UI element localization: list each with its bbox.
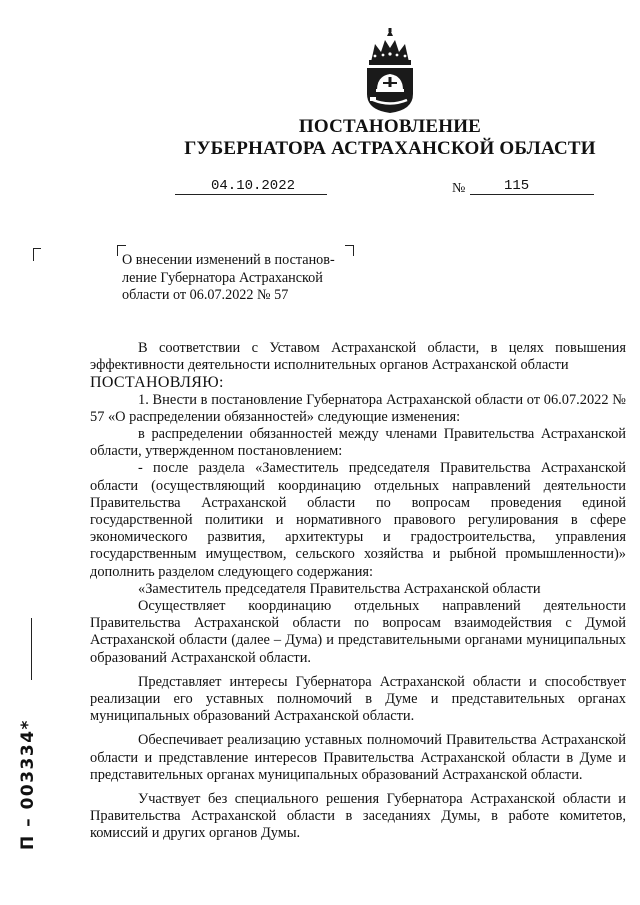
body-paragraph: - после раздела «Заместитель председателя Правительства Астраханской области (осуществляющий координацию отдельных направлений деятельности Правительства Астраханской области по вопросам проведения единой государственной политики и нормативного правового регулирования в сфере экономического развития, архитектуры и градостроительства, управления государственным имуществом, сельского хозяйства и рыбной промышленности)» дополнить разделом следующего содержания:: [90, 460, 626, 580]
subject-line: ление Губернатора Астраханской: [122, 269, 323, 286]
body-paragraph: Обеспечивает реализацию уставных полномочий Правительства Астраханской области и представление интересов Правительства Астраханской области в Думе и представительных органах муниципальных образований Астраханской области.: [90, 732, 626, 783]
document-body: [90, 340, 626, 843]
document-date: 04.10.2022: [175, 178, 327, 195]
body-paragraph: Осуществляет координацию отдельных направлений деятельности Правительства Астраханской области по вопросам взаимодействия с Думой Астраханской области (далее – Дума) и представительными органами муниципальных образований Астраханской области.: [90, 598, 626, 666]
subject-block: [122, 252, 358, 305]
subject-line: области от 06.07.2022 № 57: [122, 287, 289, 303]
preamble-paragraph: В соответствии с Уставом Астраханской области, в целях повышения эффективности деятельности исполнительных органов Астраханской области: [90, 340, 626, 374]
form-serial-number: П – 003334*: [18, 719, 38, 850]
number-sign: №: [452, 181, 466, 196]
issuer-title: ГУБЕРНАТОРА АСТРАХАНСКОЙ ОБЛАСТИ: [184, 138, 596, 159]
body-paragraph: «Заместитель председателя Правительства Астраханской области: [138, 580, 541, 597]
body-paragraph: в распределении обязанностей между членами Правительства Астраханской области, утвержденном постановлением:: [90, 426, 626, 460]
subject-line: О внесении изменений в постанов-: [122, 252, 335, 268]
decree-word: ПОСТАНОВЛЯЮ:: [90, 374, 224, 392]
body-paragraph: Участвует без специального решения Губернатора Астраханской области и Правительства Астраханской области в заседаниях Думы, в работе комитетов, комиссий и других органов Думы.: [90, 791, 626, 842]
document-number: 115: [470, 178, 594, 195]
body-paragraph: 1. Внести в постановление Губернатора Астраханской области от 06.07.2022 № 57 «О распределении обязанностей» следующие изменения:: [90, 391, 626, 425]
coat-of-arms-icon: [361, 28, 419, 114]
document-type-title: ПОСТАНОВЛЕНИЕ: [298, 116, 482, 137]
margin-corner-mark: [33, 248, 41, 261]
margin-line: [31, 618, 32, 680]
body-paragraph: Представляет интересы Губернатора Астраханской области и способствует реализации его уставных полномочий в Думе и представительных органах муниципальных образований Астраханской области.: [90, 673, 626, 725]
